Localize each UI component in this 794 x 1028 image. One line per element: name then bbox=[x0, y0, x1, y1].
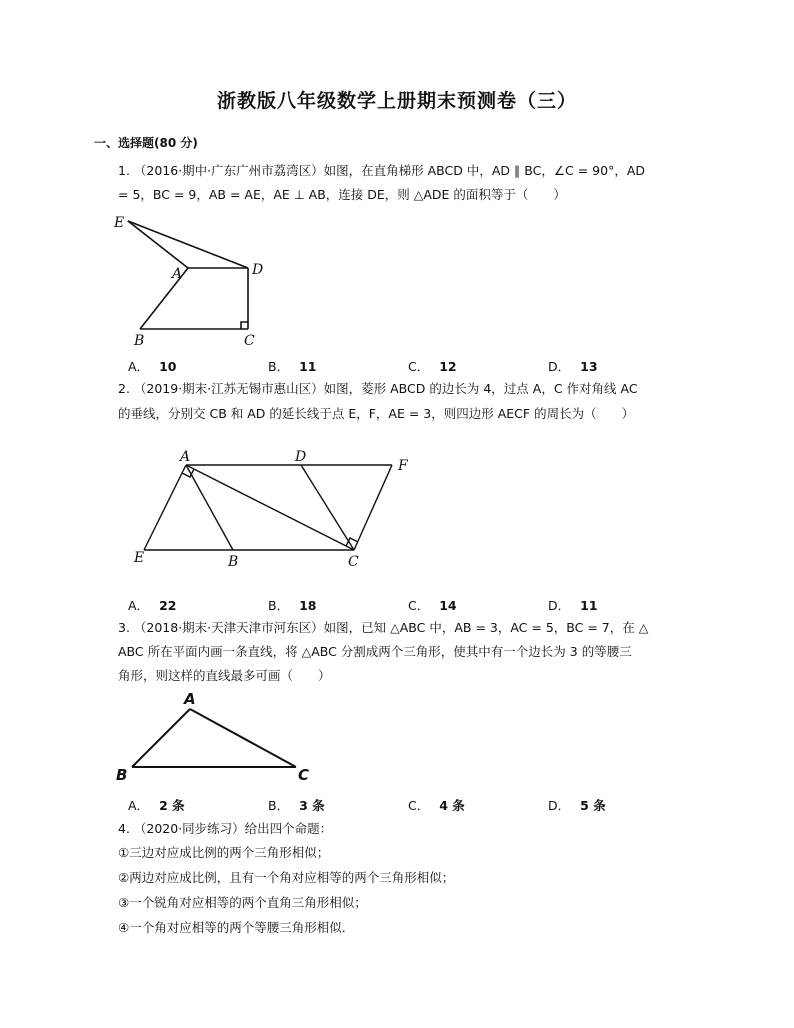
q1-option-a[interactable]: A． 10 bbox=[128, 359, 177, 374]
q2-option-b[interactable]: B． 18 bbox=[268, 598, 317, 613]
q1-text-line2: = 5，BC = 9，AB = AE，AE ⊥ AB，连接 DE，则 △ADE 的面积等于（ ） bbox=[118, 187, 566, 202]
q3-text-line2: ABC 所在平面内画一条直线，将 △ABC 分割成两个三角形，使其中有一个边长为 3 的等腰三 bbox=[118, 644, 632, 659]
section-title: 一、选择题(80 分) bbox=[94, 136, 198, 150]
q1-label-c: C bbox=[244, 333, 255, 349]
q4-proposition-4: ④一个角对应相等的两个等腰三角形相似． bbox=[118, 920, 355, 935]
q1-label-e: E bbox=[114, 215, 125, 231]
q3-option-a[interactable]: A． 2 条 bbox=[128, 798, 185, 813]
q1-label-a: A bbox=[172, 266, 183, 282]
q3-option-d[interactable]: D． 5 条 bbox=[548, 798, 606, 813]
q2-segment-ab bbox=[186, 465, 233, 550]
q2-rhombus-figure bbox=[130, 446, 420, 572]
q4-proposition-2: ②两边对应成比例，且有一个角对应相等的两个三角形相似； bbox=[118, 870, 455, 885]
q3-label-a: A bbox=[184, 690, 196, 708]
q2-label-a: A bbox=[180, 449, 191, 465]
q2-diagonal-ac bbox=[186, 465, 354, 550]
q2-option-c[interactable]: C． 14 bbox=[408, 598, 457, 613]
q3-label-c: C bbox=[298, 766, 310, 784]
q1-segment-ed bbox=[128, 221, 248, 268]
q3-triangle-figure bbox=[110, 690, 330, 786]
q1-option-b[interactable]: B． 11 bbox=[268, 359, 317, 374]
q1-right-angle-mark bbox=[241, 322, 248, 329]
q3-segment-ab bbox=[132, 709, 190, 767]
q1-text-line1: 1. （2016·期中·广东广州市荔湾区）如图，在直角梯形 ABCD 中，AD ∥ BC，∠C = 90°，AD bbox=[118, 163, 646, 178]
q2-segment-fc bbox=[354, 465, 392, 550]
q2-segment-ae bbox=[144, 465, 186, 550]
q4-proposition-1: ①三边对应成比例的两个三角形相似； bbox=[118, 845, 330, 860]
q3-text-line3: 角形，则这样的直线最多可画（ ） bbox=[118, 668, 331, 683]
q4-proposition-3: ③一个锐角对应相等的两个直角三角形相似； bbox=[118, 895, 367, 910]
q2-label-b: B bbox=[228, 554, 239, 570]
q2-option-a[interactable]: A． 22 bbox=[128, 598, 177, 613]
q1-segment-ea bbox=[128, 221, 188, 268]
q3-label-b: B bbox=[116, 766, 128, 784]
q3-text-line1: 3. （2018·期末·天津天津市河东区）如图，已知 △ABC 中，AB = 3，AC = 5，BC = 7，在 △ bbox=[118, 620, 649, 635]
q1-label-b: B bbox=[134, 333, 145, 349]
q1-option-d[interactable]: D． 13 bbox=[548, 359, 598, 374]
q4-text-line1: 4. （2020·同步练习）给出四个命题： bbox=[118, 821, 333, 836]
q2-label-e: E bbox=[134, 550, 145, 566]
q2-text-line1: 2. （2019·期末·江苏无锡市惠山区）如图，菱形 ABCD 的边长为 4，过点 A，C 作对角线 AC bbox=[118, 381, 638, 396]
q2-text-line2: 的垂线，分别交 CB 和 AD 的延长线于点 E，F，AE = 3，则四边形 AECF 的周长为（ ） bbox=[118, 406, 635, 421]
q1-option-c[interactable]: C． 12 bbox=[408, 359, 457, 374]
q3-option-b[interactable]: B． 3 条 bbox=[268, 798, 325, 813]
q2-label-c: C bbox=[348, 554, 359, 570]
q2-option-d[interactable]: D． 11 bbox=[548, 598, 598, 613]
q3-option-c[interactable]: C． 4 条 bbox=[408, 798, 465, 813]
q2-label-f: F bbox=[398, 458, 408, 474]
q1-label-d: D bbox=[252, 262, 264, 278]
q1-trapezoid-figure bbox=[110, 208, 280, 352]
q2-label-d: D bbox=[295, 449, 307, 465]
page-title: 浙教版八年级数学上册期末预测卷（三） bbox=[216, 90, 577, 112]
q3-segment-ac bbox=[190, 709, 296, 767]
